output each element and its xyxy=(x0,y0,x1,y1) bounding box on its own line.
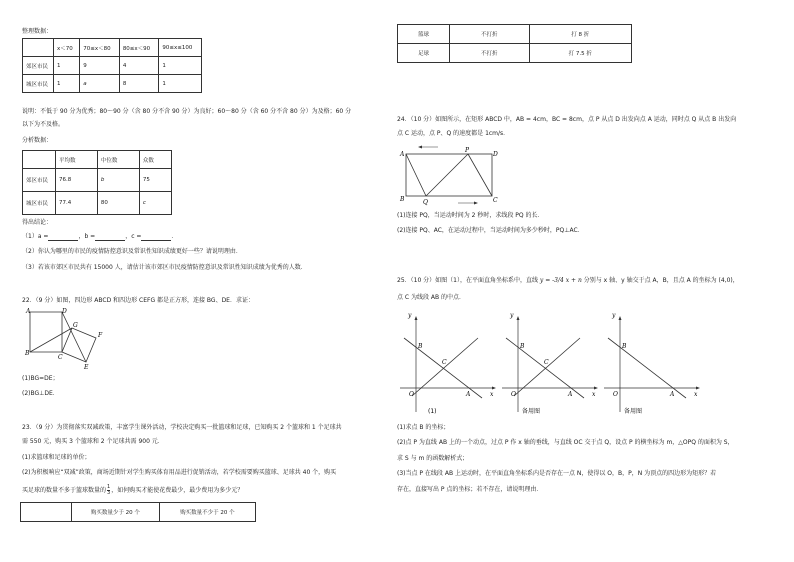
point-label: F xyxy=(98,332,103,339)
point-label: O xyxy=(613,391,618,398)
note-line-2: 以下为不及格。 xyxy=(22,121,65,128)
question-2: （2）你认为哪里的市民的疫情防控意识及常识性知识成绩更好一些？请说明理由． xyxy=(22,248,242,255)
equation: y = -3/4 x + n xyxy=(539,277,582,284)
point-label: B xyxy=(520,343,525,350)
table-row: x＜70 70≤x＜80 80≤x＜90 90≤x≤100 xyxy=(23,39,202,57)
problem-23-line-2: 需 550 元，购买 3 个篮球和 2 个足球共需 900 元． xyxy=(22,438,164,445)
answer-blank[interactable] xyxy=(48,234,78,241)
arrow-head xyxy=(594,387,598,390)
problem-25-q3: (3)当点 P 在线段 AB 上运动时，在平面直角坐标系内是否存在一点 N，使得以 O，B，P，N 为顶点的四边形为矩形？若 xyxy=(397,470,717,477)
segment-pc xyxy=(468,154,492,196)
point-label: A xyxy=(670,391,675,398)
table-row: 城区市民 77.4 80 c xyxy=(23,192,172,215)
point-label: B xyxy=(400,196,405,203)
point-label: P xyxy=(465,147,470,154)
table-row: 足球 不打折 打 7.5 折 xyxy=(398,44,632,63)
problem-23-line-1: 23．（9 分）为贯彻落实双减政策，丰富学生课外活动，学校决定购买一批篮球和足球，已知购买 2 个篮球和 1 个足球共 xyxy=(22,424,342,431)
arrow-head xyxy=(474,202,478,205)
discount-table xyxy=(397,24,632,63)
score-distribution-table xyxy=(22,38,202,93)
segment-de xyxy=(62,312,86,362)
arrow-head xyxy=(696,387,700,390)
table-row: 平均数 中位数 众数 xyxy=(23,151,172,169)
question-1: （1）a = ，b = ，c = ． xyxy=(22,233,178,240)
point-label: C xyxy=(493,197,498,204)
problem-23-line-4: 买足球的数量不多于篮球数量的 $\frac{1}{3}$ ，如何购买才能使花费最少，最少费用为多少元？ xyxy=(22,484,244,496)
table-row: 郊区市民 1 9 4 1 xyxy=(23,57,202,75)
answer-blank[interactable] xyxy=(95,234,125,241)
figure-caption: 备用图 xyxy=(624,408,643,415)
axis-label: x xyxy=(490,391,494,398)
arrow-head xyxy=(415,316,418,320)
point-label: O xyxy=(409,391,414,398)
axis-label: y xyxy=(612,312,616,319)
problem-25-q1: (1)求点 B 的坐标； xyxy=(397,424,450,431)
coordinate-figure-2 xyxy=(500,312,600,416)
note-line-1: 说明：不低于 90 分为优秀；80～90 分（含 80 分不含 90 分）为良好；60～80 分（含 60 分不含 80 分）为及格；60 分 xyxy=(22,108,352,115)
coordinate-figure-1 xyxy=(398,312,498,416)
square-cefg xyxy=(62,328,96,362)
fraction: $\frac{1}{3}$ xyxy=(107,484,111,496)
arrow-head xyxy=(492,387,496,390)
point-label: E xyxy=(84,364,89,371)
segment-pq xyxy=(426,154,468,196)
point-label: D xyxy=(493,151,498,158)
rectangle-figure xyxy=(398,142,508,208)
segment-aq xyxy=(406,154,426,196)
arrow-head xyxy=(418,146,422,149)
problem-25-q3b: 存在，直接写出 P 点的坐标；若不存在，请说明理由． xyxy=(397,486,543,493)
table-row: 购买数量少于 20 个 购买数量不少于 20 个 xyxy=(21,503,256,522)
table-row: 城区市民 1 a 8 1 xyxy=(23,75,202,93)
analysis-label: 分析数据： xyxy=(22,137,53,144)
problem-25-line-2: 点 C 为线段 AB 的中点． xyxy=(397,294,466,301)
table-row: 篮球 不打折 打 8 折 xyxy=(398,25,632,44)
statistics-table xyxy=(22,150,172,215)
point-label: Q xyxy=(423,199,428,206)
point-label: A xyxy=(568,391,573,398)
purchase-table-header xyxy=(20,502,256,522)
problem-25-q2b: 求 S 与 m 的函数解析式； xyxy=(397,455,469,462)
square-abcd xyxy=(30,312,62,352)
problem-23-q1: (1)求篮球和足球的单价； xyxy=(22,454,91,461)
conclusion-label: 得出结论： xyxy=(22,219,53,226)
point-label: B xyxy=(25,350,30,357)
point-label: A xyxy=(26,308,31,315)
problem-25-line-1: 25．（10 分）如图（1），在平面直角坐标系中，直线 y = -3/4 x + n 分别与 x 轴、y 轴交于点 A，B，且点 A 的坐标为 (4,0)， xyxy=(397,277,739,284)
problem-24-q1: (1)连接 PQ，当运动时间为 2 秒时，求线段 PQ 的长． xyxy=(397,212,544,219)
point-label: D xyxy=(62,308,67,315)
point-label: C xyxy=(544,359,549,366)
axis-label: x xyxy=(694,391,698,398)
figure-caption: (1) xyxy=(428,408,437,415)
axis-label: y xyxy=(408,312,412,319)
arrow-head xyxy=(517,316,520,320)
segment-bg xyxy=(30,328,72,352)
answer-blank[interactable] xyxy=(141,234,171,241)
point-label: A xyxy=(466,391,471,398)
problem-24-line-1: 24．（10 分）如图所示，在矩形 ABCD 中，AB = 4cm，BC = 8cm，点 P 从点 D 出发向点 A 运动，同时点 Q 从点 B 出发向 xyxy=(397,116,737,123)
axis-label: y xyxy=(510,312,514,319)
problem-25-q2: (2)点 P 为直线 AB 上的一个动点，过点 P 作 x 轴的垂线，与直线 OC 交于点 Q，设点 P 的横坐标为 m，△OPQ 的面积为 S， xyxy=(397,439,734,446)
problem-24-q2: (2)连接 PQ、AC，在运动过程中，当运动时间为多少秒时，PQ⊥AC． xyxy=(397,227,584,234)
problem-22-q1: (1)BG=DE； xyxy=(22,375,59,382)
point-label: O xyxy=(511,391,516,398)
arrow-head xyxy=(619,316,622,320)
question-3: （3）若该市郊区市民共有 15000 人，请估计该市郊区市民疫情防控意识及常识性知识成绩为优秀的人数． xyxy=(22,264,307,271)
problem-22-title: 22．（9 分）如图，四边形 ABCD 和四边形 CEFG 都是正方形，连接 BG、DE．求证： xyxy=(22,297,254,304)
point-label: C xyxy=(58,354,63,361)
squares-figure xyxy=(22,308,112,372)
point-label: A xyxy=(400,151,405,158)
collect-label: 整理数据： xyxy=(22,28,53,35)
point-label: B xyxy=(418,343,423,350)
problem-23-line-3: (2)为积极响应“双减”政策，商场近期针对学生购买体育用品进行促销活动，若学校需要购买篮球、足球共 40 个，购买 xyxy=(22,469,337,476)
rectangle-abcd xyxy=(406,154,492,196)
table-row: 郊区市民 76.8 b 75 xyxy=(23,169,172,192)
figure-caption: 备用图 xyxy=(522,408,541,415)
point-label: G xyxy=(73,322,78,329)
point-label: B xyxy=(622,343,627,350)
point-label: C xyxy=(442,359,447,366)
coordinate-figure-3 xyxy=(602,312,702,416)
problem-24-line-2: 点 C 运动，点 P、Q 的速度都是 1cm/s． xyxy=(397,130,510,137)
axis-label: x xyxy=(592,391,596,398)
problem-22-q2: (2)BG⊥DE． xyxy=(22,390,59,397)
